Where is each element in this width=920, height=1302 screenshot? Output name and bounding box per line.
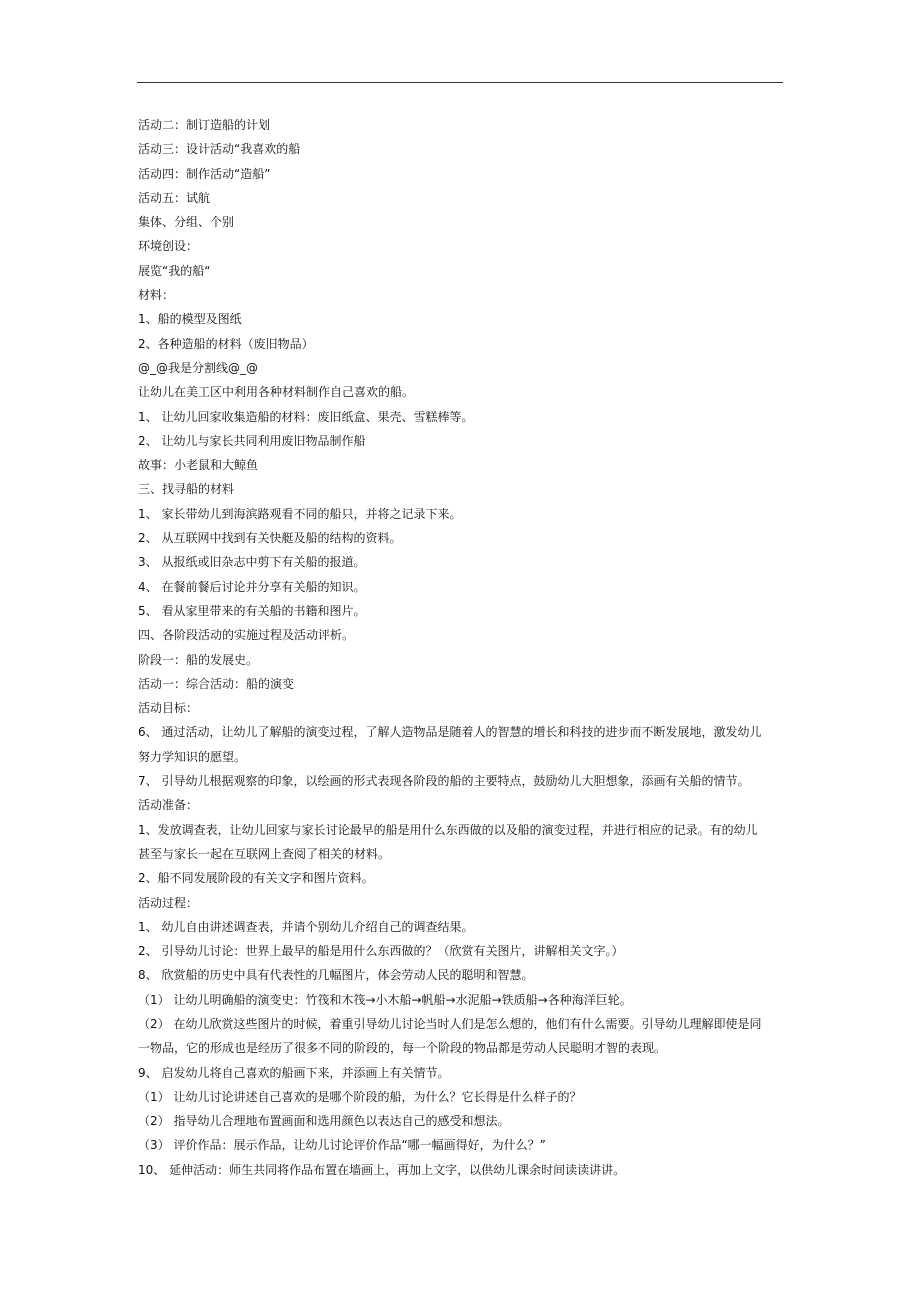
text-line: 集体、分组、个别 <box>138 215 235 230</box>
text-line: 材料： <box>138 288 175 303</box>
text-line: 2、各种造船的材料（废旧物品） <box>138 336 314 351</box>
text-line: 展览“我的船“ <box>138 263 211 278</box>
text-line: 环境创设： <box>138 239 199 254</box>
text-line: 9、 启发幼儿将自己喜欢的船画下来，并添画上有关情节。 <box>138 1065 450 1080</box>
text-line: 活动二：制订造船的计划 <box>138 118 271 132</box>
text-line: 活动目标： <box>138 701 199 716</box>
text-line: 努力学知识的愿望。 <box>138 749 247 764</box>
text-line: 一物品，它的形成也是经历了很多不同的阶段的，每一个阶段的物品都是劳动人民聪明才智的表现。 <box>138 1041 667 1056</box>
text-line: 1、 幼儿自由讲述调查表，并请个别幼儿介绍自己的调查结果。 <box>138 919 474 934</box>
text-line: （1） 让幼儿讨论讲述自己喜欢的是哪个阶段的船，为什么？它长得是什么样子的？ <box>138 1089 582 1104</box>
text-line: 8、 欣赏船的历史中具有代表性的几幅图片，体会劳动人民的聪明和智慧。 <box>138 968 534 983</box>
text-line: （3） 评价作品：展示作品，让幼儿讨论评价作品“哪一幅画得好，为什么？” <box>138 1138 546 1153</box>
text-line: 甚至与家长一起在互联网上查阅了相关的材料。 <box>138 846 391 861</box>
text-line: （1） 让幼儿明确船的演变史：竹筏和木筏→小木船→帆船→水泥船→铁质船→各种海洋巨轮。 <box>138 992 632 1007</box>
text-line: 7、 引导幼儿根据观察的印象，以绘画的形式表现各阶段的船的主要特点，鼓励幼儿大胆想象，添画有关船的情节。 <box>138 774 750 789</box>
text-line: 活动准备： <box>138 798 199 813</box>
text-line: 1、船的模型及图纸 <box>138 312 242 327</box>
document-body <box>138 113 788 1182</box>
text-line: 阶段一：船的发展史。 <box>138 652 259 667</box>
text-line: 1、发放调查表，让幼儿回家与家长讨论最早的船是用什么东西做的以及船的演变过程，并进行相应的记录。有的幼儿 <box>138 822 758 837</box>
text-line: 活动三：设计活动“我喜欢的船 <box>138 142 301 157</box>
section-heading: 四、各阶段活动的实施过程及活动评析。 <box>138 628 355 643</box>
section-heading: 三、找寻船的材料 <box>138 482 235 497</box>
text-line: 10、 延伸活动：师生共同将作品布置在墙画上，再加上文字，以供幼儿课余时间读读讲讲。 <box>138 1162 626 1177</box>
text-line: 1、 让幼儿回家收集造船的材料：废旧纸盒、果壳、雪糕棒等。 <box>138 409 474 424</box>
text-line: （2） 指导幼儿合理地布置画面和选用颜色以表达自己的感受和想法。 <box>138 1114 510 1129</box>
text-line: 活动四：制作活动“造船” <box>138 166 271 181</box>
text-line: 3、 从报纸或旧杂志中剪下有关船的报道。 <box>138 555 366 570</box>
text-line: 让幼儿在美工区中利用各种材料制作自己喜欢的船。 <box>138 385 415 400</box>
text-line: 活动过程： <box>138 895 199 910</box>
text-line: 2、 从互联网中找到有关快艇及船的结构的资料。 <box>138 531 402 546</box>
text-line: 6、 通过活动，让幼儿了解船的演变过程，了解人造物品是随着人的智慧的增长和科技的进步而不断发展地，激发幼儿 <box>138 725 762 740</box>
text-line: 活动五：试航 <box>138 190 211 205</box>
text-line: （2） 在幼儿欣赏这些图片的时候，着重引导幼儿讨论当时人们是怎么想的，他们有什么需要。引导幼儿理解即使是同 <box>138 1016 762 1031</box>
text-line: 活动一：综合活动：船的演变 <box>138 676 295 691</box>
text-line: 1、 家长带幼儿到海滨路观看不同的船只，并将之记录下来。 <box>138 506 462 521</box>
text-line: 4、 在餐前餐后讨论并分享有关船的知识。 <box>138 579 366 594</box>
header-rule <box>137 82 783 83</box>
text-line: 故事：小老鼠和大鲸鱼 <box>138 458 259 473</box>
text-line: 2、 引导幼儿讨论：世界上最早的船是用什么东西做的？（欣赏有关图片，讲解相关文字。） <box>138 944 624 959</box>
text-line: 2、 让幼儿与家长共同利用废旧物品制作船 <box>138 433 366 448</box>
divider-text: @_@我是分割线@_@ <box>138 360 259 375</box>
text-line: 2、船不同发展阶段的有关文字和图片资料。 <box>138 871 374 886</box>
text-line: 5、 看从家里带来的有关船的书籍和图片。 <box>138 603 366 618</box>
